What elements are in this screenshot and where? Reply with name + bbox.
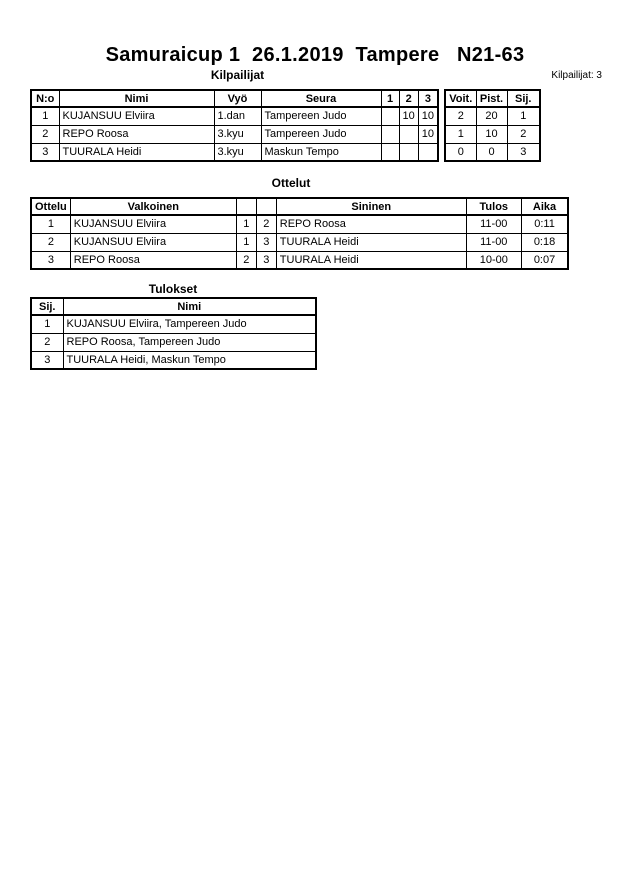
col-header-pist: Pist. (476, 90, 507, 107)
competitors-section-title: Kilpailijat (210, 68, 265, 82)
cell-aika: 0:11 (521, 215, 568, 233)
col-header-sininen: Sininen (276, 198, 466, 215)
cell-ottelu: 2 (31, 233, 70, 251)
cell-round1 (381, 125, 399, 143)
results-table (30, 297, 317, 370)
cell-voit: 0 (445, 143, 476, 161)
competitor-row (31, 143, 438, 161)
col-header-nimi: Nimi (59, 90, 214, 107)
col-header-round1: 1 (381, 90, 399, 107)
cell-round3: 10 (418, 125, 438, 143)
result-row (31, 351, 316, 369)
match-row (31, 251, 568, 269)
cell-blue-no: 3 (256, 251, 276, 269)
cell-white-no: 1 (236, 233, 256, 251)
cell-round1 (381, 107, 399, 125)
results-section-title: Tulokset (148, 282, 198, 296)
col-header-tulos: Tulos (466, 198, 521, 215)
cell-nimi: TUURALA Heidi (59, 143, 214, 161)
col-header-vyo: Vyö (214, 90, 261, 107)
cell-sij: 1 (31, 315, 63, 333)
cell-seura: Tampereen Judo (261, 125, 381, 143)
matches-header-row (31, 198, 568, 215)
cell-sininen: TUURALA Heidi (276, 233, 466, 251)
results-header-row (31, 298, 316, 315)
cell-sij: 2 (507, 125, 540, 143)
col-header-seura: Seura (261, 90, 381, 107)
matches-table (30, 197, 569, 270)
competitor-score-row (445, 125, 540, 143)
cell-nimi: KUJANSUU Elviira, Tampereen Judo (63, 315, 316, 333)
competitors-count-label: Kilpailijat: 3 (551, 70, 602, 81)
cell-sininen: REPO Roosa (276, 215, 466, 233)
cell-sij: 2 (31, 333, 63, 351)
cell-no: 3 (31, 143, 59, 161)
cell-sininen: TUURALA Heidi (276, 251, 466, 269)
cell-round2 (399, 143, 418, 161)
cell-vyo: 1.dan (214, 107, 261, 125)
match-row (31, 233, 568, 251)
cell-valkoinen: KUJANSUU Elviira (70, 233, 236, 251)
cell-white-no: 2 (236, 251, 256, 269)
col-header-no: N:o (31, 90, 59, 107)
cell-white-no: 1 (236, 215, 256, 233)
col-header-voit: Voit. (445, 90, 476, 107)
cell-round3 (418, 143, 438, 161)
match-row (31, 215, 568, 233)
col-header-nimi: Nimi (63, 298, 316, 315)
cell-pist: 20 (476, 107, 507, 125)
cell-no: 2 (31, 125, 59, 143)
cell-nimi: TUURALA Heidi, Maskun Tempo (63, 351, 316, 369)
competitors-score-header-row (445, 90, 540, 107)
cell-ottelu: 3 (31, 251, 70, 269)
cell-voit: 1 (445, 125, 476, 143)
competitor-score-row (445, 143, 540, 161)
col-header-sij: Sij. (31, 298, 63, 315)
matches-section-title: Ottelut (271, 176, 311, 190)
result-row (31, 333, 316, 351)
col-header-aika: Aika (521, 198, 568, 215)
cell-vyo: 3.kyu (214, 143, 261, 161)
col-header-round2: 2 (399, 90, 418, 107)
cell-round3: 10 (418, 107, 438, 125)
result-row (31, 315, 316, 333)
matches-grid (30, 197, 569, 270)
cell-aika: 0:18 (521, 233, 568, 251)
col-header-white-no (236, 198, 256, 215)
cell-nimi: KUJANSUU Elviira (59, 107, 214, 125)
competitor-row (31, 125, 438, 143)
cell-tulos: 11-00 (466, 215, 521, 233)
cell-round2 (399, 125, 418, 143)
cell-valkoinen: KUJANSUU Elviira (70, 215, 236, 233)
cell-seura: Maskun Tempo (261, 143, 381, 161)
cell-sij: 3 (31, 351, 63, 369)
cell-pist: 10 (476, 125, 507, 143)
competitors-main-table (30, 89, 439, 162)
cell-pist: 0 (476, 143, 507, 161)
col-header-valkoinen: Valkoinen (70, 198, 236, 215)
cell-sij: 1 (507, 107, 540, 125)
competitor-score-row (445, 107, 540, 125)
cell-nimi: REPO Roosa, Tampereen Judo (63, 333, 316, 351)
col-header-sij: Sij. (507, 90, 540, 107)
col-header-ottelu: Ottelu (31, 198, 70, 215)
cell-blue-no: 2 (256, 215, 276, 233)
cell-aika: 0:07 (521, 251, 568, 269)
cell-round1 (381, 143, 399, 161)
competitor-row (31, 107, 438, 125)
cell-seura: Tampereen Judo (261, 107, 381, 125)
cell-ottelu: 1 (31, 215, 70, 233)
cell-valkoinen: REPO Roosa (70, 251, 236, 269)
page-title: Samuraicup 1 26.1.2019 Tampere N21-63 (105, 44, 525, 66)
col-header-blue-no (256, 198, 276, 215)
col-header-round3: 3 (418, 90, 438, 107)
cell-no: 1 (31, 107, 59, 125)
competitors-header-row (31, 90, 438, 107)
competitors-score-table (444, 89, 541, 162)
cell-sij: 3 (507, 143, 540, 161)
cell-round2: 10 (399, 107, 418, 125)
cell-tulos: 10-00 (466, 251, 521, 269)
cell-voit: 2 (445, 107, 476, 125)
results-grid (30, 297, 317, 370)
competitors-table (30, 89, 541, 162)
cell-tulos: 11-00 (466, 233, 521, 251)
cell-vyo: 3.kyu (214, 125, 261, 143)
cell-nimi: REPO Roosa (59, 125, 214, 143)
cell-blue-no: 3 (256, 233, 276, 251)
